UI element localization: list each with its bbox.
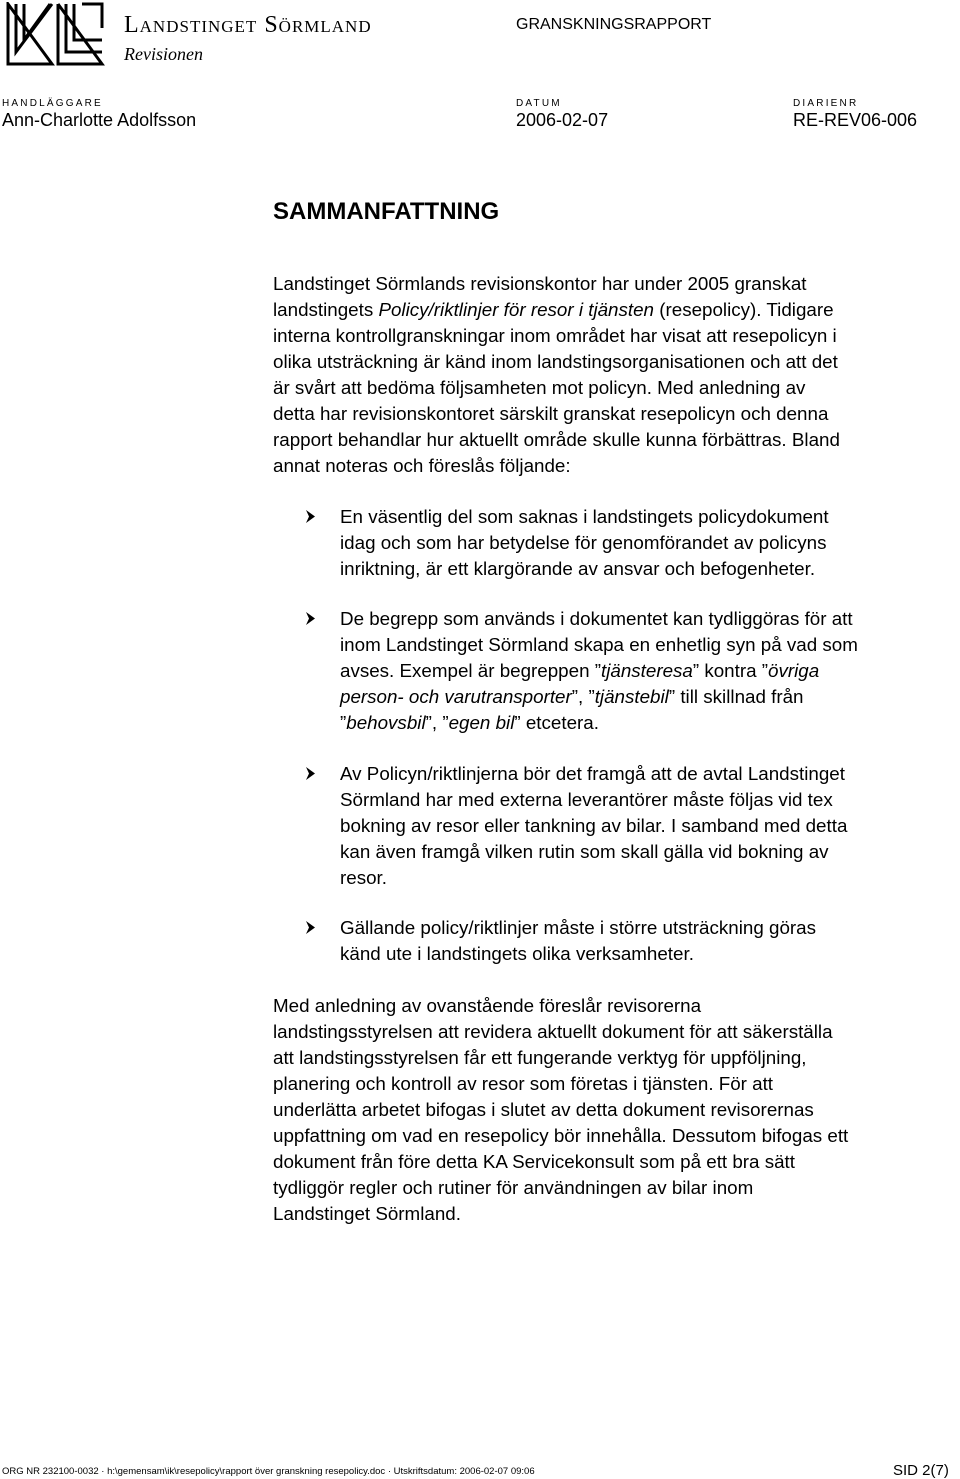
- landstinget-logo: [2, 2, 112, 66]
- text-line: [273, 427, 840, 453]
- text-run: inom Landstinget Sörmland skapa en enhetlig syn på vad som: [340, 634, 858, 655]
- text-run: landstingets: [273, 299, 379, 320]
- text-run: bokning av resor eller tankning av bilar. I samband med detta: [340, 815, 848, 836]
- text-line: [340, 813, 847, 839]
- text-run: dokument från före detta KA Servicekonsult som på ett bra sätt: [273, 1151, 795, 1172]
- text-run: uppfattning om vad en resepolicy bör innehålla. Dessutom bifogas ett: [273, 1125, 849, 1146]
- italic-text-run: övriga: [768, 660, 820, 681]
- footer-text: ORG NR 232100-0032 · h:\gemensam\ik\resepolicy\rapport över granskning resepolicy.doc · Utskriftsdatum: 2006-02-07 09:06: [2, 1466, 535, 1477]
- bullet-item: [340, 606, 858, 736]
- text-run: (resepolicy). Tidigare: [654, 299, 834, 320]
- text-line: [273, 1045, 848, 1071]
- text-line: [340, 658, 858, 684]
- text-run: inriktning, är ett klargörande av ansvar och befogenheter.: [340, 558, 816, 579]
- text-run: Gällande policy/riktlinjer måste i större utsträckning göras: [340, 917, 816, 938]
- text-run: är svårt att bedöma följsamheten mot policyn. Med anledning av: [273, 377, 806, 398]
- text-run: kan även framgå vilken rutin som skall gälla vid bokning av: [340, 841, 829, 862]
- text-run: Med anledning av ovanstående föreslår revisorerna: [273, 995, 702, 1016]
- text-run: Sörmland har med externa leverantörer måste följas vid tex: [340, 789, 833, 810]
- datum-label: DATUM: [516, 98, 562, 109]
- text-run: annat noteras och föreslås följande:: [273, 455, 571, 476]
- text-line: [340, 606, 858, 632]
- text-line: [340, 504, 829, 530]
- text-line: [273, 993, 848, 1019]
- text-run: känd ute i landstingets olika verksamheter.: [340, 943, 694, 964]
- text-run: olika utsträckning är känd inom landstingsorganisationen och att det: [273, 351, 838, 372]
- text-run: resor.: [340, 867, 387, 888]
- text-line: [273, 1175, 848, 1201]
- text-line: [340, 632, 858, 658]
- section-heading: SAMMANFATTNING: [273, 198, 500, 225]
- text-run: idag och som har betydelse för genomförandet av policyns: [340, 532, 827, 553]
- handlaggare-label: HANDLÄGGARE: [2, 98, 103, 109]
- text-run: att landstingsstyrelsen får ett fungerande verktyg för uppföljning,: [273, 1047, 807, 1068]
- text-line: [273, 1123, 848, 1149]
- text-line: [340, 684, 858, 710]
- text-line: [340, 761, 847, 787]
- bullet-item: [340, 761, 847, 891]
- text-line: [273, 1201, 848, 1227]
- text-run: rapport behandlar hur aktuellt område skulle kunna förbättras. Bland: [273, 429, 840, 450]
- text-run: ”, ”: [571, 686, 595, 707]
- text-line: [273, 1149, 848, 1175]
- text-run: Landstinget Sörmland.: [273, 1203, 461, 1224]
- text-line: [273, 349, 840, 375]
- text-line: [340, 787, 847, 813]
- italic-text-run: person- och varutransporter: [340, 686, 572, 707]
- text-line: [273, 1071, 848, 1097]
- text-run: ” till skillnad från: [668, 686, 804, 707]
- text-run: ”, ”: [425, 712, 449, 733]
- bullet-marker-icon: [306, 510, 315, 523]
- conclusion-paragraph: [273, 993, 848, 1227]
- text-line: [273, 297, 840, 323]
- text-run: tydliggör regler och rutiner för användningen av bilar inom: [273, 1177, 754, 1198]
- text-line: [340, 865, 847, 891]
- text-run: En väsentlig del som saknas i landstingets policydokument: [340, 506, 829, 527]
- text-run: detta har revisionskontoret särskilt granskat resepolicyn och denna: [273, 403, 829, 424]
- text-line: [340, 839, 847, 865]
- bullet-marker-icon: [306, 921, 315, 934]
- organization-subtitle: Revisionen: [124, 44, 203, 64]
- bullet-item: [340, 504, 829, 582]
- datum-value: 2006-02-07: [516, 110, 609, 130]
- text-line: [340, 556, 829, 582]
- text-line: [273, 453, 840, 479]
- diarienr-label: DIARIENR: [793, 98, 859, 109]
- text-run: ”: [340, 712, 347, 733]
- text-line: [273, 375, 840, 401]
- text-run: underlätta arbetet bifogas i slutet av detta dokument revisorernas: [273, 1099, 814, 1120]
- intro-paragraph: [273, 271, 840, 479]
- page-number: SID 2(7): [893, 1462, 949, 1479]
- bullet-item: [340, 915, 816, 967]
- text-line: [273, 323, 840, 349]
- text-run: De begrepp som används i dokumentet kan tydliggöras för att: [340, 608, 853, 629]
- bullet-marker-icon: [306, 612, 315, 625]
- text-run: avses. Exempel är begreppen ”: [340, 660, 601, 681]
- text-run: planering och kontroll av resor som företas i tjänsten. För att: [273, 1073, 774, 1094]
- text-run: ” etcetera.: [514, 712, 599, 733]
- text-run: landstingsstyrelsen att revidera aktuellt dokument för att säkerställa: [273, 1021, 833, 1042]
- text-line: [273, 271, 840, 297]
- text-line: [340, 710, 858, 736]
- document-type: GRANSKNINGSRAPPORT: [516, 16, 712, 33]
- italic-text-run: tjänsteresa: [601, 660, 693, 681]
- italic-text-run: Policy/riktlinjer för resor i tjänsten: [378, 299, 655, 320]
- organization-name: Landstinget Sörmland: [124, 12, 372, 38]
- text-line: [273, 1097, 848, 1123]
- handlaggare-value: Ann-Charlotte Adolfsson: [2, 110, 197, 130]
- text-line: [273, 1019, 848, 1045]
- italic-text-run: egen bil: [448, 712, 515, 733]
- text-line: [340, 530, 829, 556]
- text-run: Landstinget Sörmlands revisionskontor har under 2005 granskat: [273, 273, 807, 294]
- text-line: [273, 401, 840, 427]
- italic-text-run: behovsbil: [346, 712, 426, 733]
- text-line: [340, 915, 816, 941]
- bullet-marker-icon: [306, 767, 315, 780]
- text-run: Av Policyn/riktlinjerna bör det framgå att de avtal Landstinget: [340, 763, 845, 784]
- italic-text-run: tjänstebil: [594, 686, 669, 707]
- text-line: [340, 941, 816, 967]
- diarienr-value: RE-REV06-006: [793, 110, 918, 130]
- text-run: ” kontra ”: [692, 660, 769, 681]
- text-run: interna kontrollgranskningar inom området har visat att resepolicyn i: [273, 325, 837, 346]
